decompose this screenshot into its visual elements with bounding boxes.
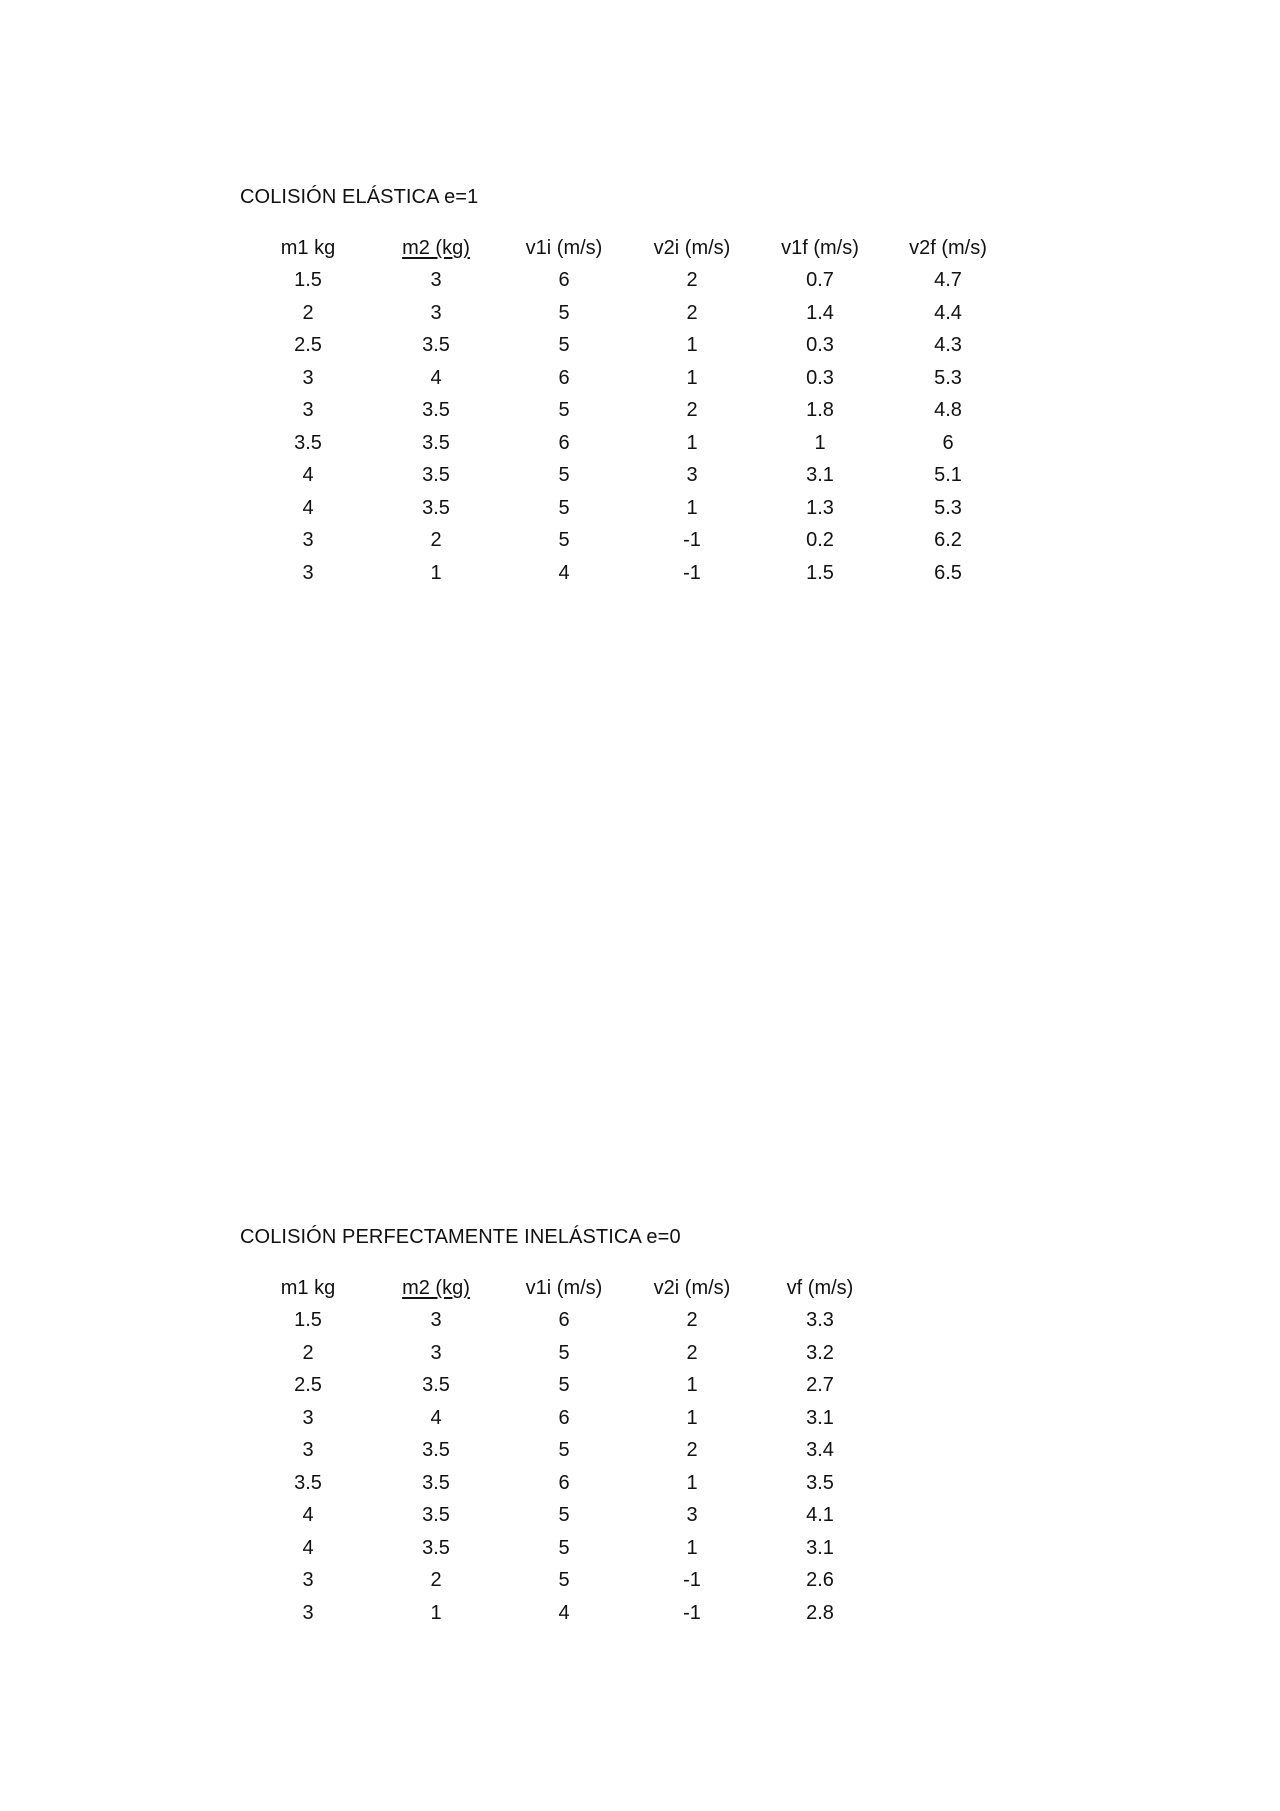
table-row <box>244 362 1012 395</box>
table-cell: 3.5 <box>294 1471 322 1494</box>
table-cell: 1.4 <box>806 301 834 324</box>
column-header: v1i (m/s) <box>525 237 603 259</box>
column-header: v1f (m/s) <box>781 237 859 259</box>
table-cell: 1 <box>814 431 826 454</box>
table-cell: 3 <box>302 1406 314 1429</box>
table-cell: 3 <box>686 1504 698 1526</box>
table-cell: 4.7 <box>934 269 962 291</box>
table-cell: 4 <box>302 1504 314 1526</box>
table-cell: 1.8 <box>806 399 834 421</box>
table-cell: 5 <box>558 464 570 486</box>
table-row <box>244 557 1012 590</box>
table-cell: 4 <box>302 464 314 486</box>
table-cell: 1.5 <box>806 561 834 584</box>
table-cell: 1 <box>686 1406 698 1429</box>
table-cell: 2 <box>430 529 442 551</box>
table-cell: 3.5 <box>422 1471 450 1494</box>
table-cell: 6 <box>942 431 954 454</box>
table-cell: 2.8 <box>806 1601 834 1624</box>
table-cell: 2 <box>430 1569 442 1591</box>
table-row <box>244 1597 884 1630</box>
table-cell: 0.2 <box>806 529 834 551</box>
table-cell: 6 <box>558 1309 570 1331</box>
table-cell: 6 <box>558 1406 570 1429</box>
table-header-row <box>244 1272 884 1304</box>
table-cell: 0.7 <box>806 269 834 291</box>
table-cell: 4 <box>430 1406 442 1429</box>
table-cell: 3 <box>430 1309 442 1331</box>
table-cell: 4 <box>430 366 442 389</box>
table-cell: 6 <box>558 366 570 389</box>
table-cell: 1 <box>686 334 698 356</box>
table-row <box>244 1434 884 1467</box>
table-cell: 5 <box>558 301 570 324</box>
table-cell: 6 <box>558 1471 570 1494</box>
table-cell: 3 <box>686 464 698 486</box>
inelastic-collision-section <box>240 1222 1060 1629</box>
table-cell: 5 <box>558 496 570 519</box>
table-cell: 4 <box>302 1536 314 1559</box>
table-cell: 6.5 <box>934 561 962 584</box>
table-cell: 3.1 <box>806 1536 834 1559</box>
table-cell: 5.1 <box>934 464 962 486</box>
column-header: v2i (m/s) <box>653 1277 731 1299</box>
table-cell: 5 <box>558 529 570 551</box>
table-cell: 5 <box>558 399 570 421</box>
table-row <box>244 394 1012 427</box>
column-header-label: m2 (kg) <box>402 1277 470 1299</box>
inelastic-collision-table <box>244 1272 884 1629</box>
table-cell: 3 <box>302 561 314 584</box>
table-cell: 2.5 <box>294 1374 322 1396</box>
table-cell: 5 <box>558 1341 570 1364</box>
table-cell: 4 <box>558 1601 570 1624</box>
table-cell: 3.5 <box>422 399 450 421</box>
table-cell: 1.3 <box>806 496 834 519</box>
table-row <box>244 1304 884 1337</box>
table-cell: 5 <box>558 1504 570 1526</box>
table-row <box>244 297 1012 330</box>
table-cell: 1 <box>430 561 442 584</box>
table-row <box>244 329 1012 362</box>
table-cell: 4.1 <box>806 1504 834 1526</box>
table-cell: 2 <box>302 301 314 324</box>
table-cell: 4 <box>302 496 314 519</box>
column-header: v2f (m/s) <box>909 237 987 259</box>
table-cell: 3 <box>302 1601 314 1624</box>
table-cell: 0.3 <box>806 334 834 356</box>
table-cell: 5.3 <box>934 496 962 519</box>
table-cell: 2 <box>302 1341 314 1364</box>
table-cell: 1.5 <box>294 269 322 291</box>
table-row <box>244 1499 884 1532</box>
table-cell: -1 <box>683 1601 701 1624</box>
table-cell: 4.3 <box>934 334 962 356</box>
table-cell: 3.3 <box>806 1309 834 1331</box>
table-cell: 3.1 <box>806 464 834 486</box>
table-cell: 2 <box>686 1309 698 1331</box>
table-cell: 1 <box>430 1601 442 1624</box>
elastic-collision-table <box>244 232 1012 589</box>
table-cell: 3 <box>302 529 314 551</box>
table-cell: 5 <box>558 1439 570 1461</box>
table-cell: 6 <box>558 269 570 291</box>
table-cell: 3.5 <box>422 1374 450 1396</box>
table-cell: 3 <box>430 269 442 291</box>
table-cell: 2 <box>686 1439 698 1461</box>
elastic-table-body <box>244 264 1012 589</box>
table-cell: 3.5 <box>294 431 322 454</box>
table-cell: 3 <box>302 399 314 421</box>
table-cell: 5 <box>558 1374 570 1396</box>
inelastic-table-body <box>244 1304 884 1629</box>
table-cell: -1 <box>683 529 701 551</box>
table-cell: 3 <box>302 366 314 389</box>
table-cell: 2 <box>686 1341 698 1364</box>
column-header <box>372 232 500 264</box>
table-cell: 5.3 <box>934 366 962 389</box>
table-cell: 3 <box>430 1341 442 1364</box>
table-cell: 5 <box>558 334 570 356</box>
table-cell: 4 <box>558 561 570 584</box>
table-cell: 3.1 <box>806 1406 834 1429</box>
table-row <box>244 1467 884 1500</box>
table-row <box>244 1402 884 1435</box>
table-cell: 1 <box>686 496 698 519</box>
table-cell: 4.4 <box>934 301 962 324</box>
column-header: m1 kg <box>280 237 336 259</box>
table-cell: 2 <box>686 301 698 324</box>
table-cell: 3 <box>430 301 442 324</box>
table-cell: 2.6 <box>806 1569 834 1591</box>
column-header <box>372 1272 500 1304</box>
table-cell: 2.7 <box>806 1374 834 1396</box>
table-row <box>244 524 1012 557</box>
table-cell: 3.5 <box>422 496 450 519</box>
table-cell: -1 <box>683 561 701 584</box>
table-cell: 5 <box>558 1569 570 1591</box>
table-header-row <box>244 232 1012 264</box>
table-cell: 3.5 <box>422 431 450 454</box>
table-cell: 3.5 <box>422 1536 450 1559</box>
elastic-collision-section <box>240 182 1060 589</box>
table-cell: 1 <box>686 366 698 389</box>
table-cell: 2.5 <box>294 334 322 356</box>
table-cell: 3 <box>302 1439 314 1461</box>
table-row <box>244 264 1012 297</box>
table-row <box>244 1369 884 1402</box>
table-row <box>244 1532 884 1565</box>
table-cell: 4.8 <box>934 399 962 421</box>
table-cell: 3.5 <box>422 1439 450 1461</box>
table-cell: 1 <box>686 1374 698 1396</box>
table-cell: 1.5 <box>294 1309 322 1331</box>
table-cell: 3.5 <box>422 334 450 356</box>
table-row <box>244 459 1012 492</box>
table-cell: 5 <box>558 1536 570 1559</box>
table-cell: 0.3 <box>806 366 834 389</box>
table-cell: 3.4 <box>806 1439 834 1461</box>
table-cell: 1 <box>686 1471 698 1494</box>
column-header: vf (m/s) <box>786 1277 854 1299</box>
table-cell: 2 <box>686 269 698 291</box>
table-cell: -1 <box>683 1569 701 1591</box>
table-row <box>244 1337 884 1370</box>
table-cell: 1 <box>686 1536 698 1559</box>
table-cell: 3.5 <box>422 464 450 486</box>
column-header: v1i (m/s) <box>525 1277 603 1299</box>
table-cell: 2 <box>686 399 698 421</box>
table-cell: 6 <box>558 431 570 454</box>
table-cell: 6.2 <box>934 529 962 551</box>
table-row <box>244 492 1012 525</box>
column-header: m1 kg <box>280 1277 336 1299</box>
table-cell: 3.2 <box>806 1341 834 1364</box>
table-cell: 3.5 <box>806 1471 834 1494</box>
section-title-inelastic: COLISIÓN PERFECTAMENTE INELÁSTICA e=0 <box>240 1226 681 1248</box>
table-row <box>244 427 1012 460</box>
table-cell: 3 <box>302 1569 314 1591</box>
column-header: v2i (m/s) <box>653 237 731 259</box>
column-header-label: m2 (kg) <box>402 237 470 259</box>
table-row <box>244 1564 884 1597</box>
section-title-elastic: COLISIÓN ELÁSTICA e=1 <box>240 186 479 208</box>
table-cell: 3.5 <box>422 1504 450 1526</box>
table-cell: 1 <box>686 431 698 454</box>
